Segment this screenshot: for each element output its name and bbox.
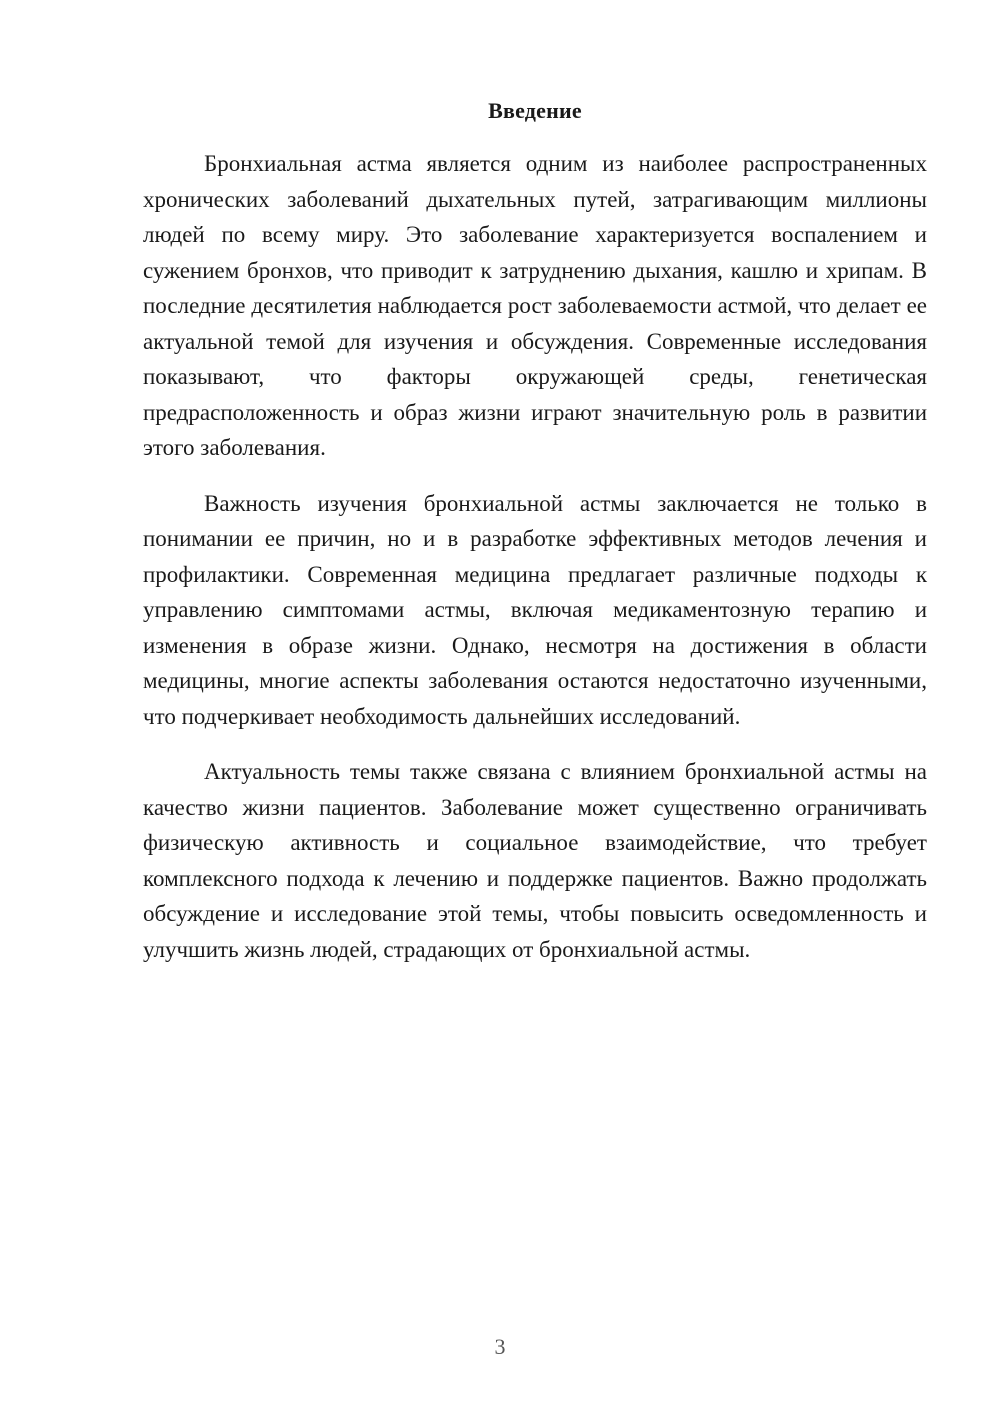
page-number: 3 [494, 1334, 506, 1359]
paragraph-importance: Важность изучения бронхиальной астмы заключается не только в понимании ее причин, но и в разработке эффективных методов лечения и профилактики. Современная медицина предлагает различные подходы к управлению симптомами астмы, включая медикаментозную терапию и изменения в образе жизни. Однако, несмотря на достижения в области медицины, многие аспекты заболевания остаются недостаточно изученными, что подчеркивает необходимость дальнейших исследований. [143, 490, 927, 729]
page-content [143, 96, 927, 987]
paragraph-intro: Бронхиальная астма является одним из наиболее распространенных хронических заболеваний дыхательных путей, затрагивающим миллионы людей по всему миру. Это заболевание характеризуется воспалением и сужением бронхов, что приводит к затруднению дыхания, кашлю и хрипам. В последние десятилетия наблюдается рост заболеваемости астмой, что делает ее актуальной темой для изучения и обсуждения. Современные исследования показывают, что факторы окружающей среды, генетическая предрасположенность и образ жизни играют значительную роль в развитии этого заболевания. [143, 151, 927, 460]
page-title: Введение [488, 98, 582, 123]
paragraph-relevance: Актуальность темы также связана с влиянием бронхиальной астмы на качество жизни пациентов. Заболевание может существенно ограничивать физическую активность и социальное взаимодействие, что требует комплексного подхода к лечению и поддержке пациентов. Важно продолжать обсуждение и исследование этой темы, чтобы повысить осведомленность и улучшить жизнь людей, страдающих от бронхиальной астмы. [143, 759, 927, 962]
